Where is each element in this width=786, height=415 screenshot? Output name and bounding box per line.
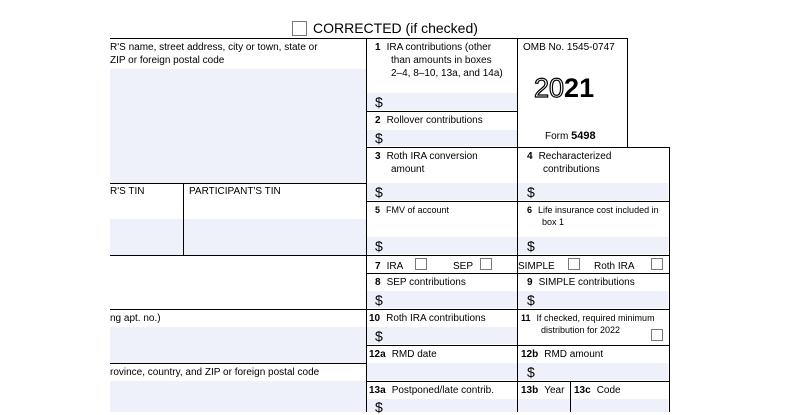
box13a-dollar: $	[375, 399, 383, 415]
omb-number: OMB No. 1545-0747	[523, 42, 615, 53]
box7-ira-checkbox[interactable]	[415, 258, 427, 270]
right-edge-border	[669, 148, 670, 412]
box7-sep-checkbox[interactable]	[480, 258, 492, 270]
box8-dollar: $	[375, 292, 383, 308]
box12a-label	[369, 349, 437, 362]
box10-text: Roth IRA contributions	[386, 313, 486, 324]
right-column-divider	[517, 148, 518, 412]
box7-simple-label: SIMPLE	[518, 261, 555, 272]
box13b-text: Year	[544, 385, 565, 396]
corrected-checkbox[interactable]	[292, 21, 307, 36]
tax-year-outline: 20	[534, 73, 565, 103]
box1-line1: IRA contributions (other	[386, 42, 492, 53]
box6-line1: Life insurance cost included in	[538, 205, 659, 215]
box4-label	[527, 151, 611, 164]
box7-roth-checkbox[interactable]	[651, 258, 663, 270]
tax-year	[534, 73, 594, 103]
box3-field[interactable]	[367, 183, 517, 200]
box12-bottom	[366, 381, 670, 382]
box4-dollar: $	[527, 184, 535, 200]
box6-number: 6	[527, 205, 533, 215]
box9-field[interactable]	[518, 291, 668, 308]
participant-tin-field[interactable]	[184, 219, 366, 255]
box9-dollar: $	[527, 292, 535, 308]
form-number: 5498	[571, 130, 596, 142]
box6-field[interactable]	[518, 237, 668, 254]
box12b-dollar: $	[527, 364, 535, 380]
box11-line2: distribution for 2022	[541, 325, 621, 335]
box7-label	[375, 261, 403, 274]
box11-number: 11	[521, 313, 531, 323]
box3-line2: amount	[391, 164, 425, 175]
box13a-field[interactable]	[367, 399, 517, 415]
box6-line2: box 1	[542, 217, 565, 227]
trustee-name-label: R'S name, street address, city or town, state or	[110, 42, 318, 53]
box7-sep-label: SEP	[453, 261, 474, 272]
box8-text: SEP contributions	[386, 277, 466, 288]
trustee-tin-label: R'S TIN	[110, 186, 145, 197]
box1-bottom	[366, 111, 517, 112]
middle-divider	[366, 38, 367, 412]
participant-tin-label: PARTICIPANT'S TIN	[189, 186, 281, 197]
city-field[interactable]	[110, 381, 366, 412]
box13b-divider	[570, 381, 571, 412]
box12b-label	[521, 349, 603, 362]
box5-field[interactable]	[367, 237, 517, 254]
box10-field[interactable]	[367, 327, 517, 344]
box5-dollar: $	[375, 238, 383, 254]
box9-text: SIMPLE contributions	[538, 277, 635, 288]
tin-divider	[183, 183, 184, 255]
street-address-field[interactable]	[110, 327, 366, 363]
street-label: ng apt. no.)	[110, 313, 161, 324]
box13c-number: 13c	[574, 385, 591, 396]
box12b-text: RMD amount	[544, 349, 604, 360]
tin-bottom	[110, 255, 670, 256]
box8-label	[375, 277, 466, 290]
box13a-text: Postponed/late contrib.	[391, 385, 494, 396]
name-bottom	[110, 183, 366, 184]
city-top	[110, 363, 366, 364]
form-word: Form	[545, 131, 569, 142]
box5-number: 5	[375, 205, 381, 215]
box12b-number: 12b	[521, 349, 539, 360]
form-top-border	[110, 38, 628, 39]
box13c-field[interactable]	[571, 399, 668, 412]
trustee-name-field[interactable]	[110, 69, 366, 183]
box1-line2: than amounts in boxes	[391, 55, 492, 66]
box2-dollar: $	[375, 130, 383, 146]
box13c-text: Code	[596, 385, 621, 396]
box13c-label	[574, 385, 621, 398]
box9-label	[527, 277, 635, 290]
box13a-label	[369, 385, 494, 398]
box7-ira-label: IRA	[386, 261, 404, 272]
box3-label	[375, 151, 478, 164]
box2-bottom	[366, 147, 670, 148]
box13b-number: 13b	[521, 385, 539, 396]
box1-number: 1	[375, 42, 381, 53]
box7-simple-checkbox[interactable]	[568, 258, 580, 270]
box1-field[interactable]	[367, 93, 517, 110]
omb-left-border	[517, 38, 518, 148]
box2-field[interactable]	[367, 130, 517, 146]
box11-checkbox[interactable]	[651, 329, 663, 341]
box6-label	[527, 205, 659, 217]
trustee-zip-label: ZIP or foreign postal code	[110, 55, 225, 66]
box12b-field[interactable]	[518, 363, 668, 380]
box5-label	[375, 205, 449, 217]
box4-field[interactable]	[518, 183, 668, 200]
box3-dollar: $	[375, 184, 383, 200]
corrected-label: CORRECTED (if checked)	[313, 20, 478, 36]
street-top	[110, 309, 366, 310]
form-id	[545, 130, 596, 144]
box2-number: 2	[375, 115, 381, 126]
box1-label	[375, 42, 491, 55]
box10-bottom	[366, 345, 670, 346]
box12a-field[interactable]	[367, 363, 517, 380]
box3-bottom	[366, 201, 670, 202]
box3-line1: Roth IRA conversion	[386, 151, 478, 162]
box4-number: 4	[527, 151, 533, 162]
box2-text: Rollover contributions	[386, 115, 483, 126]
box1-dollar: $	[375, 94, 383, 110]
box8-field[interactable]	[367, 291, 517, 308]
box7-roth-label: Roth IRA	[594, 261, 635, 272]
box8-bottom	[366, 309, 670, 310]
box12a-number: 12a	[369, 349, 386, 360]
tax-year-bold: 21	[564, 73, 595, 103]
box11-label	[521, 313, 655, 325]
box10-dollar: $	[375, 328, 383, 344]
box7-number: 7	[375, 261, 381, 272]
box10-number: 10	[369, 313, 381, 324]
box13a-number: 13a	[369, 385, 386, 396]
box1-line3: 2–4, 8–10, 13a, and 14a)	[391, 68, 503, 79]
trustee-tin-field[interactable]	[110, 219, 183, 255]
box11-line1: If checked, required minimum	[536, 313, 655, 323]
box5-text: FMV of account	[386, 205, 450, 215]
box13b-field[interactable]	[518, 399, 570, 412]
box2-label	[375, 115, 483, 128]
box6-dollar: $	[527, 238, 535, 254]
box12a-text: RMD date	[391, 349, 437, 360]
omb-right-border	[627, 38, 628, 148]
box10-label	[369, 313, 486, 326]
box3-number: 3	[375, 151, 381, 162]
box8-number: 8	[375, 277, 381, 288]
box9-number: 9	[527, 277, 533, 288]
box4-line1: Recharacterized	[538, 151, 612, 162]
box4-line2: contributions	[543, 164, 600, 175]
box13b-label	[521, 385, 564, 398]
city-label: rovince, country, and ZIP or foreign postal code	[110, 367, 320, 378]
